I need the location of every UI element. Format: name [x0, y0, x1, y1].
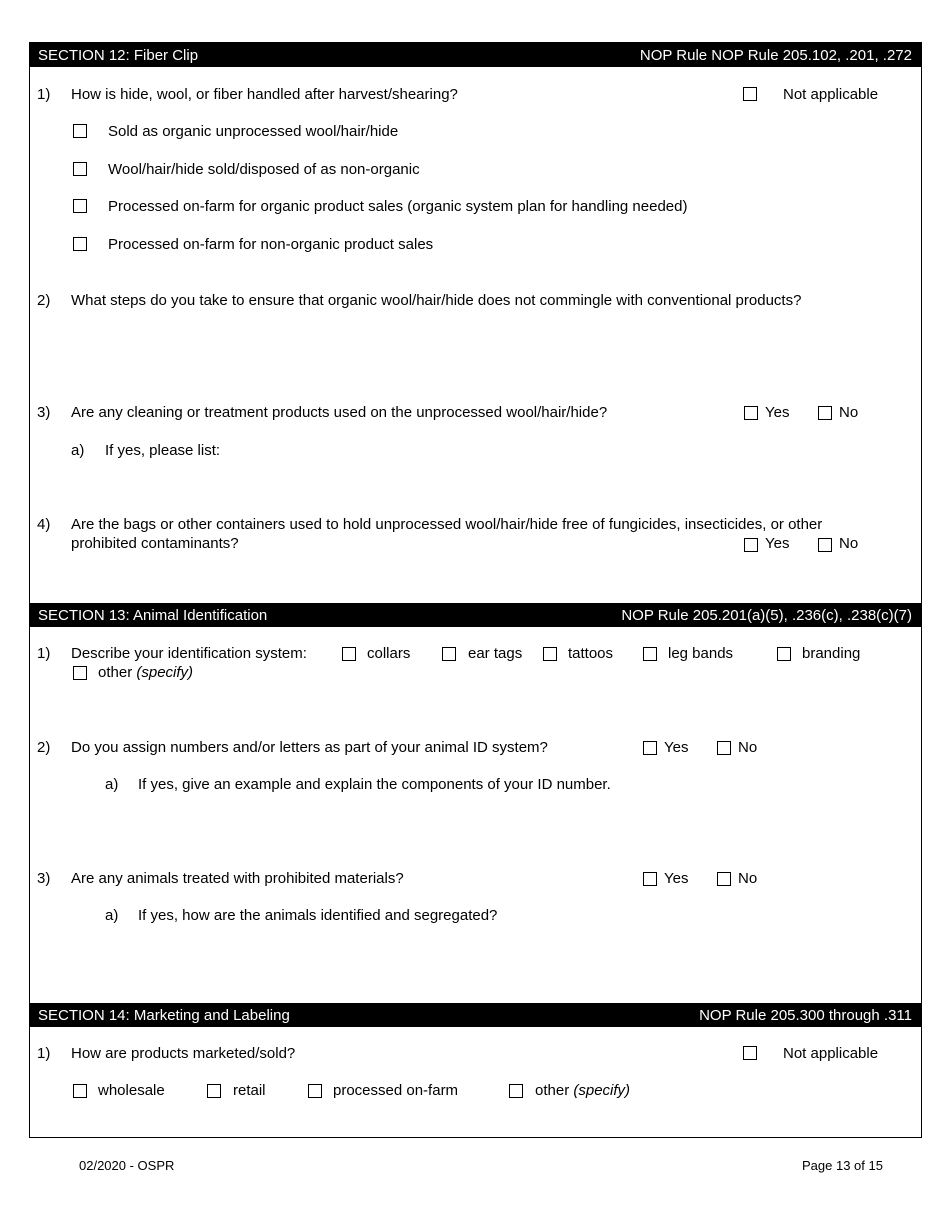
s12-q1-option-1-label: Sold as organic unprocessed wool/hair/hide [108, 123, 399, 140]
s12-q3-number: 3) [37, 404, 51, 421]
s13-q2-text: Do you assign numbers and/or letters as part of your animal ID system? [71, 739, 548, 756]
s13-ear-tags-label: ear tags [468, 645, 523, 662]
s12-q1-option-4-checkbox[interactable] [73, 237, 87, 251]
s13-q3-yes-checkbox[interactable] [643, 872, 657, 886]
section-12-rule: NOP Rule NOP Rule 205.102, .201, .272 [639, 46, 912, 64]
s12-q3a-text: If yes, please list: [105, 442, 221, 459]
section-13-rule: NOP Rule 205.201(a)(5), .236(c), .238(c)(7) [621, 606, 912, 624]
s13-other-label [98, 664, 193, 682]
s12-q1-option-4-label: Processed on-farm for non-organic product sales [108, 236, 434, 253]
s13-tattoos-checkbox[interactable] [543, 647, 557, 661]
s13-q2-no-checkbox[interactable] [717, 741, 731, 755]
footer-page-number: Page 13 of 15 [802, 1158, 883, 1173]
s13-q2a-letter: a) [105, 776, 119, 793]
s12-q4-number: 4) [37, 516, 51, 533]
s12-q3-yes-label: Yes [765, 404, 790, 421]
section-12-header [29, 43, 922, 67]
s14-other-text: other [535, 1082, 570, 1099]
s13-leg-bands-label: leg bands [668, 645, 734, 662]
s12-q2-text: What steps do you take to ensure that organic wool/hair/hide does not commingle with conventional products? [71, 292, 802, 309]
s14-processed-on-farm-label: processed on-farm [333, 1082, 459, 1099]
footer-form-version: 02/2020 - OSPR [79, 1158, 175, 1173]
s12-q2-number: 2) [37, 292, 51, 309]
s12-q1-option-2-label: Wool/hair/hide sold/disposed of as non-organic [108, 161, 420, 178]
s12-q4-no-label: No [839, 535, 859, 552]
s14-wholesale-checkbox[interactable] [73, 1084, 87, 1098]
s13-other-text: other [98, 664, 133, 681]
section-14-header [29, 1003, 922, 1027]
s12-q4-no-checkbox[interactable] [818, 538, 832, 552]
s13-ear-tags-checkbox[interactable] [442, 647, 456, 661]
section-12-title: SECTION 12: Fiber Clip [38, 46, 199, 64]
s13-q3-yes-label: Yes [664, 870, 689, 887]
s14-q1-na-label: Not applicable [783, 1045, 879, 1062]
s13-branding-checkbox[interactable] [777, 647, 791, 661]
s12-q1-option-1-checkbox[interactable] [73, 124, 87, 138]
s13-q3-no-label: No [738, 870, 758, 887]
s14-retail-label: retail [233, 1082, 266, 1099]
s14-other-specify: (specify) [573, 1082, 631, 1099]
s13-q2-yes-label: Yes [664, 739, 689, 756]
s13-q3-number: 3) [37, 870, 51, 887]
s13-q2-no-label: No [738, 739, 758, 756]
s13-other-checkbox[interactable] [73, 666, 87, 680]
s13-q3a-letter: a) [105, 907, 119, 924]
s12-q3-no-checkbox[interactable] [818, 406, 832, 420]
s13-tattoos-label: tattoos [568, 645, 614, 662]
s13-other-specify: (specify) [136, 664, 194, 681]
s12-q1-number: 1) [37, 86, 51, 103]
s12-q1-option-2-checkbox[interactable] [73, 162, 87, 176]
s13-q1-number: 1) [37, 645, 51, 662]
s13-q2-yes-checkbox[interactable] [643, 741, 657, 755]
s14-q1-number: 1) [37, 1045, 51, 1062]
s12-q3a-letter: a) [71, 442, 85, 459]
s13-q2a-text: If yes, give an example and explain the components of your ID number. [138, 776, 611, 793]
s13-collars-label: collars [367, 645, 411, 662]
s12-q4-yes-label: Yes [765, 535, 790, 552]
s12-q1-option-3-checkbox[interactable] [73, 199, 87, 213]
section-13-title: SECTION 13: Animal Identification [38, 606, 268, 624]
s13-q2-number: 2) [37, 739, 51, 756]
s14-q1-text: How are products marketed/sold? [71, 1045, 296, 1062]
s12-q4-text-line1: Are the bags or other containers used to hold unprocessed wool/hair/hide free of fungicides, insecticides, or other [71, 516, 823, 533]
section-14-title: SECTION 14: Marketing and Labeling [38, 1006, 290, 1024]
s14-q1-na-checkbox[interactable] [743, 1046, 757, 1060]
s13-q3-no-checkbox[interactable] [717, 872, 731, 886]
s12-q1-na-checkbox[interactable] [743, 87, 757, 101]
s14-other-checkbox[interactable] [509, 1084, 523, 1098]
s13-q3a-text: If yes, how are the animals identified and segregated? [138, 907, 498, 924]
s13-q1-text: Describe your identification system: [71, 645, 307, 662]
s12-q1-option-3-label: Processed on-farm for organic product sales (organic system plan for handling needed) [108, 198, 688, 215]
s12-q4-yes-checkbox[interactable] [744, 538, 758, 552]
s13-branding-label: branding [802, 645, 861, 662]
s12-q1-text: How is hide, wool, or fiber handled after harvest/shearing? [71, 86, 458, 103]
s13-q3-text: Are any animals treated with prohibited materials? [71, 870, 404, 887]
s14-other-label [535, 1082, 630, 1100]
s12-q4-text-line2: prohibited contaminants? [71, 535, 239, 552]
s12-q3-no-label: No [839, 404, 859, 421]
s12-q3-yes-checkbox[interactable] [744, 406, 758, 420]
s12-q1-na-label: Not applicable [783, 86, 879, 103]
s14-processed-on-farm-checkbox[interactable] [308, 1084, 322, 1098]
s12-q3-text: Are any cleaning or treatment products used on the unprocessed wool/hair/hide? [71, 404, 608, 421]
section-13-header [29, 603, 922, 627]
s13-collars-checkbox[interactable] [342, 647, 356, 661]
s14-retail-checkbox[interactable] [207, 1084, 221, 1098]
s14-wholesale-label: wholesale [98, 1082, 165, 1099]
s13-leg-bands-checkbox[interactable] [643, 647, 657, 661]
section-14-rule: NOP Rule 205.300 through .311 [699, 1006, 912, 1024]
